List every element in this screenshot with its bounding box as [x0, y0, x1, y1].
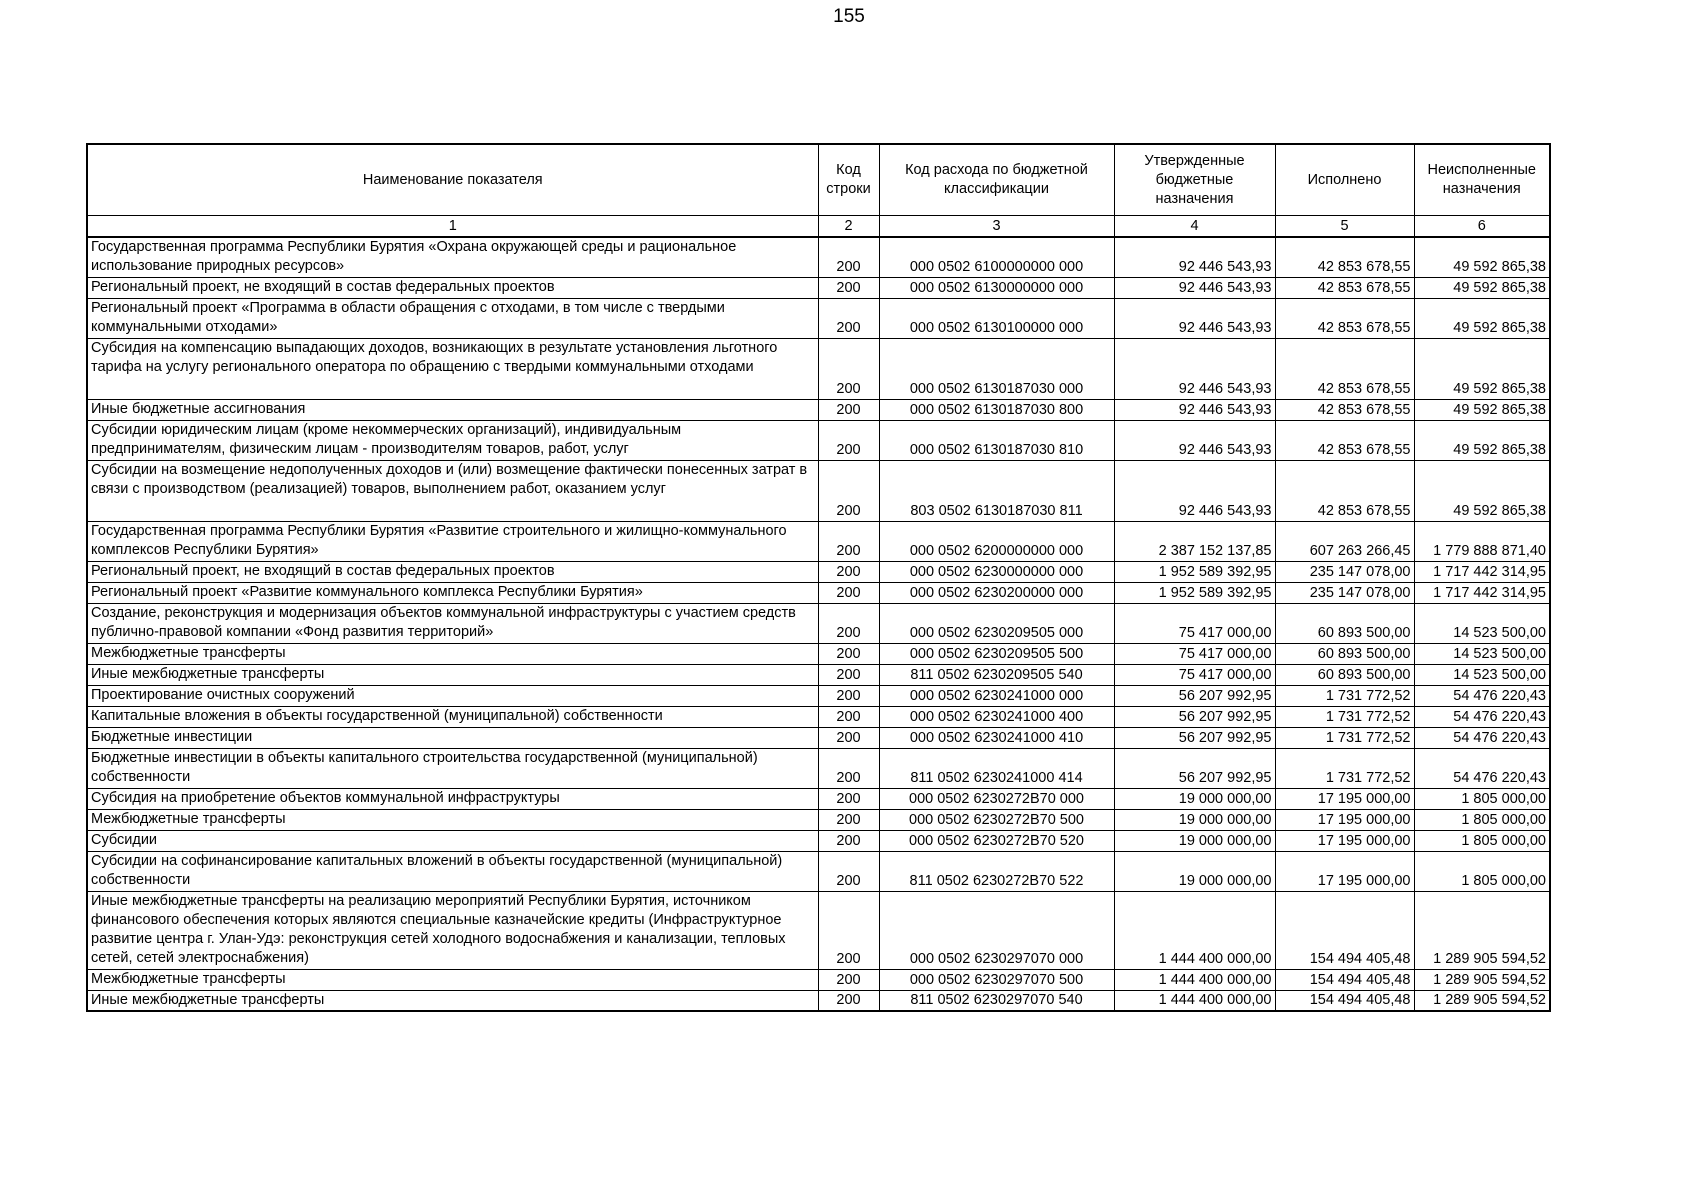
table-row [87, 809, 1550, 830]
row-name: Субсидия на компенсацию выпадающих доходов, возникающих в результате установления льготного тарифа на услугу регионального оператора по обращению с твердыми коммунальными отходами [87, 338, 818, 399]
row-unexecuted-amount: 1 779 888 871,40 [1414, 521, 1550, 561]
row-name: Субсидии [87, 830, 818, 851]
row-budget-code: 000 0502 6130000000 000 [879, 277, 1114, 298]
row-budget-code: 000 0502 6130100000 000 [879, 298, 1114, 338]
row-unexecuted-amount: 49 592 865,38 [1414, 277, 1550, 298]
row-approved-amount: 56 207 992,95 [1114, 748, 1275, 788]
table-row [87, 990, 1550, 1011]
row-line-code: 200 [818, 643, 879, 664]
row-unexecuted-amount: 14 523 500,00 [1414, 603, 1550, 643]
row-executed-amount: 607 263 266,45 [1275, 521, 1414, 561]
row-executed-amount: 42 853 678,55 [1275, 399, 1414, 420]
row-line-code: 200 [818, 809, 879, 830]
header-row [87, 144, 1550, 216]
row-executed-amount: 60 893 500,00 [1275, 643, 1414, 664]
row-executed-amount: 42 853 678,55 [1275, 338, 1414, 399]
column-number: 1 [87, 216, 818, 238]
table-row [87, 727, 1550, 748]
table-row [87, 706, 1550, 727]
row-budget-code: 000 0502 6230209505 000 [879, 603, 1114, 643]
row-line-code: 200 [818, 706, 879, 727]
row-name: Межбюджетные трансферты [87, 643, 818, 664]
row-line-code: 200 [818, 969, 879, 990]
row-name: Субсидии на софинансирование капитальных вложений в объекты государственной (муниципальной) собственности [87, 851, 818, 891]
header-executed: Исполнено [1275, 144, 1414, 216]
budget-execution-table [86, 143, 1551, 1012]
row-executed-amount: 1 731 772,52 [1275, 727, 1414, 748]
row-budget-code: 000 0502 6230297070 500 [879, 969, 1114, 990]
row-unexecuted-amount: 1 805 000,00 [1414, 830, 1550, 851]
row-executed-amount: 42 853 678,55 [1275, 460, 1414, 521]
row-approved-amount: 19 000 000,00 [1114, 851, 1275, 891]
row-unexecuted-amount: 49 592 865,38 [1414, 338, 1550, 399]
row-name: Государственная программа Республики Бурятия «Охрана окружающей среды и рациональное использование природных ресурсов» [87, 237, 818, 277]
row-approved-amount: 19 000 000,00 [1114, 809, 1275, 830]
row-line-code: 200 [818, 237, 879, 277]
row-name: Межбюджетные трансферты [87, 969, 818, 990]
row-approved-amount: 75 417 000,00 [1114, 603, 1275, 643]
row-line-code: 200 [818, 521, 879, 561]
row-budget-code: 811 0502 6230209505 540 [879, 664, 1114, 685]
row-budget-code: 000 0502 6230241000 400 [879, 706, 1114, 727]
row-line-code: 200 [818, 748, 879, 788]
row-approved-amount: 92 446 543,93 [1114, 338, 1275, 399]
table-row [87, 748, 1550, 788]
row-budget-code: 000 0502 6230209505 500 [879, 643, 1114, 664]
row-line-code: 200 [818, 420, 879, 460]
row-executed-amount: 17 195 000,00 [1275, 788, 1414, 809]
row-unexecuted-amount: 54 476 220,43 [1414, 727, 1550, 748]
row-line-code: 200 [818, 298, 879, 338]
row-approved-amount: 1 444 400 000,00 [1114, 990, 1275, 1011]
row-name: Региональный проект «Развитие коммунального комплекса Республики Бурятия» [87, 582, 818, 603]
row-unexecuted-amount: 1 717 442 314,95 [1414, 561, 1550, 582]
header-indicator-name: Наименование показателя [87, 144, 818, 216]
row-line-code: 200 [818, 561, 879, 582]
table-row [87, 891, 1550, 969]
row-executed-amount: 1 731 772,52 [1275, 748, 1414, 788]
column-number: 5 [1275, 216, 1414, 238]
row-executed-amount: 1 731 772,52 [1275, 685, 1414, 706]
row-budget-code: 000 0502 6130187030 000 [879, 338, 1114, 399]
row-name: Бюджетные инвестиции [87, 727, 818, 748]
row-line-code: 200 [818, 891, 879, 969]
table-row [87, 298, 1550, 338]
row-unexecuted-amount: 14 523 500,00 [1414, 643, 1550, 664]
table-row [87, 788, 1550, 809]
row-approved-amount: 75 417 000,00 [1114, 664, 1275, 685]
row-executed-amount: 235 147 078,00 [1275, 582, 1414, 603]
row-budget-code: 000 0502 6130187030 810 [879, 420, 1114, 460]
row-executed-amount: 235 147 078,00 [1275, 561, 1414, 582]
row-approved-amount: 92 446 543,93 [1114, 399, 1275, 420]
table-row [87, 582, 1550, 603]
table-row [87, 237, 1550, 277]
column-number: 6 [1414, 216, 1550, 238]
row-name: Региональный проект, не входящий в состав федеральных проектов [87, 277, 818, 298]
table-row [87, 643, 1550, 664]
table-row [87, 685, 1550, 706]
row-line-code: 200 [818, 603, 879, 643]
row-line-code: 200 [818, 727, 879, 748]
row-line-code: 200 [818, 338, 879, 399]
row-line-code: 200 [818, 851, 879, 891]
header-approved: Утвержденные бюджетные назначения [1114, 144, 1275, 216]
row-name: Проектирование очистных сооружений [87, 685, 818, 706]
row-name: Региональный проект, не входящий в состав федеральных проектов [87, 561, 818, 582]
table-row [87, 830, 1550, 851]
table-row [87, 277, 1550, 298]
row-budget-code: 811 0502 6230241000 414 [879, 748, 1114, 788]
row-unexecuted-amount: 49 592 865,38 [1414, 298, 1550, 338]
column-number: 3 [879, 216, 1114, 238]
row-approved-amount: 19 000 000,00 [1114, 788, 1275, 809]
table-row [87, 664, 1550, 685]
table-row [87, 338, 1550, 399]
header-unexecuted: Неисполненные назначения [1414, 144, 1550, 216]
row-name: Иные межбюджетные трансферты на реализацию мероприятий Республики Бурятия, источником финансового обеспечения которых являются специальные казначейские кредиты (Инфраструктурное развитие центра г. Улан-Удэ: реконструкция сетей холодного водоснабжения и канализации, тепловых сетей, сетей электроснабжения) [87, 891, 818, 969]
table-row [87, 460, 1550, 521]
row-budget-code: 811 0502 6230272В70 522 [879, 851, 1114, 891]
row-approved-amount: 19 000 000,00 [1114, 830, 1275, 851]
row-approved-amount: 56 207 992,95 [1114, 727, 1275, 748]
row-approved-amount: 1 444 400 000,00 [1114, 969, 1275, 990]
row-name: Создание, реконструкция и модернизация объектов коммунальной инфраструктуры с участием средств публично-правовой компании «Фонд развития территорий» [87, 603, 818, 643]
row-name: Субсидия на приобретение объектов коммунальной инфраструктуры [87, 788, 818, 809]
row-executed-amount: 17 195 000,00 [1275, 830, 1414, 851]
row-budget-code: 000 0502 6130187030 800 [879, 399, 1114, 420]
row-unexecuted-amount: 1 717 442 314,95 [1414, 582, 1550, 603]
row-line-code: 200 [818, 990, 879, 1011]
row-approved-amount: 56 207 992,95 [1114, 685, 1275, 706]
row-executed-amount: 42 853 678,55 [1275, 237, 1414, 277]
table-body [87, 237, 1550, 1011]
row-line-code: 200 [818, 685, 879, 706]
row-name: Субсидии юридическим лицам (кроме некоммерческих организаций), индивидуальным предпринимателям, физическим лицам - производителям товаров, работ, услуг [87, 420, 818, 460]
table-row [87, 521, 1550, 561]
row-budget-code: 000 0502 6200000000 000 [879, 521, 1114, 561]
row-unexecuted-amount: 1 805 000,00 [1414, 809, 1550, 830]
table-row [87, 420, 1550, 460]
row-approved-amount: 92 446 543,93 [1114, 460, 1275, 521]
row-executed-amount: 154 494 405,48 [1275, 891, 1414, 969]
row-name: Субсидии на возмещение недополученных доходов и (или) возмещение фактически понесенных затрат в связи с производством (реализацией) товаров, выполнением работ, оказанием услуг [87, 460, 818, 521]
table-row [87, 851, 1550, 891]
row-unexecuted-amount: 49 592 865,38 [1414, 420, 1550, 460]
row-unexecuted-amount: 1 289 905 594,52 [1414, 969, 1550, 990]
row-name: Иные бюджетные ассигнования [87, 399, 818, 420]
row-budget-code: 000 0502 6100000000 000 [879, 237, 1114, 277]
row-executed-amount: 42 853 678,55 [1275, 277, 1414, 298]
row-approved-amount: 1 952 589 392,95 [1114, 561, 1275, 582]
row-executed-amount: 42 853 678,55 [1275, 420, 1414, 460]
row-line-code: 200 [818, 830, 879, 851]
row-approved-amount: 92 446 543,93 [1114, 298, 1275, 338]
row-unexecuted-amount: 49 592 865,38 [1414, 399, 1550, 420]
row-line-code: 200 [818, 277, 879, 298]
row-executed-amount: 1 731 772,52 [1275, 706, 1414, 727]
row-budget-code: 000 0502 6230297070 000 [879, 891, 1114, 969]
page-number: 155 [833, 6, 865, 27]
row-approved-amount: 56 207 992,95 [1114, 706, 1275, 727]
row-budget-code: 803 0502 6130187030 811 [879, 460, 1114, 521]
row-executed-amount: 60 893 500,00 [1275, 664, 1414, 685]
row-executed-amount: 60 893 500,00 [1275, 603, 1414, 643]
table-row [87, 399, 1550, 420]
row-line-code: 200 [818, 460, 879, 521]
row-unexecuted-amount: 54 476 220,43 [1414, 748, 1550, 788]
row-name: Капитальные вложения в объекты государственной (муниципальной) собственности [87, 706, 818, 727]
row-name: Иные межбюджетные трансферты [87, 990, 818, 1011]
row-name: Государственная программа Республики Бурятия «Развитие строительного и жилищно-коммунального комплексов Республики Бурятия» [87, 521, 818, 561]
row-executed-amount: 154 494 405,48 [1275, 990, 1414, 1011]
row-line-code: 200 [818, 788, 879, 809]
row-approved-amount: 1 952 589 392,95 [1114, 582, 1275, 603]
table-row [87, 969, 1550, 990]
column-number: 4 [1114, 216, 1275, 238]
row-budget-code: 000 0502 6230200000 000 [879, 582, 1114, 603]
table-row [87, 603, 1550, 643]
row-approved-amount: 92 446 543,93 [1114, 420, 1275, 460]
column-number-row [87, 216, 1550, 238]
row-budget-code: 000 0502 6230241000 410 [879, 727, 1114, 748]
header-budget-code: Код расхода по бюджетной классификации [879, 144, 1114, 216]
row-unexecuted-amount: 14 523 500,00 [1414, 664, 1550, 685]
row-approved-amount: 75 417 000,00 [1114, 643, 1275, 664]
row-unexecuted-amount: 54 476 220,43 [1414, 685, 1550, 706]
row-name: Региональный проект «Программа в области обращения с отходами, в том числе с твердыми коммунальными отходами» [87, 298, 818, 338]
row-unexecuted-amount: 1 805 000,00 [1414, 851, 1550, 891]
row-line-code: 200 [818, 399, 879, 420]
row-executed-amount: 154 494 405,48 [1275, 969, 1414, 990]
row-budget-code: 000 0502 6230272В70 520 [879, 830, 1114, 851]
row-line-code: 200 [818, 664, 879, 685]
row-executed-amount: 17 195 000,00 [1275, 851, 1414, 891]
row-executed-amount: 17 195 000,00 [1275, 809, 1414, 830]
row-unexecuted-amount: 49 592 865,38 [1414, 460, 1550, 521]
row-executed-amount: 42 853 678,55 [1275, 298, 1414, 338]
row-unexecuted-amount: 1 289 905 594,52 [1414, 891, 1550, 969]
row-name: Иные межбюджетные трансферты [87, 664, 818, 685]
row-approved-amount: 92 446 543,93 [1114, 277, 1275, 298]
row-unexecuted-amount: 54 476 220,43 [1414, 706, 1550, 727]
row-name: Межбюджетные трансферты [87, 809, 818, 830]
row-name: Бюджетные инвестиции в объекты капитального строительства государственной (муниципальной) собственности [87, 748, 818, 788]
row-budget-code: 000 0502 6230272В70 500 [879, 809, 1114, 830]
row-line-code: 200 [818, 582, 879, 603]
row-approved-amount: 92 446 543,93 [1114, 237, 1275, 277]
row-unexecuted-amount: 1 805 000,00 [1414, 788, 1550, 809]
row-budget-code: 000 0502 6230272В70 000 [879, 788, 1114, 809]
table-row [87, 561, 1550, 582]
header-line-code: Код строки [818, 144, 879, 216]
row-approved-amount: 1 444 400 000,00 [1114, 891, 1275, 969]
row-approved-amount: 2 387 152 137,85 [1114, 521, 1275, 561]
column-number: 2 [818, 216, 879, 238]
row-budget-code: 811 0502 6230297070 540 [879, 990, 1114, 1011]
row-unexecuted-amount: 49 592 865,38 [1414, 237, 1550, 277]
row-budget-code: 000 0502 6230241000 000 [879, 685, 1114, 706]
row-unexecuted-amount: 1 289 905 594,52 [1414, 990, 1550, 1011]
row-budget-code: 000 0502 6230000000 000 [879, 561, 1114, 582]
